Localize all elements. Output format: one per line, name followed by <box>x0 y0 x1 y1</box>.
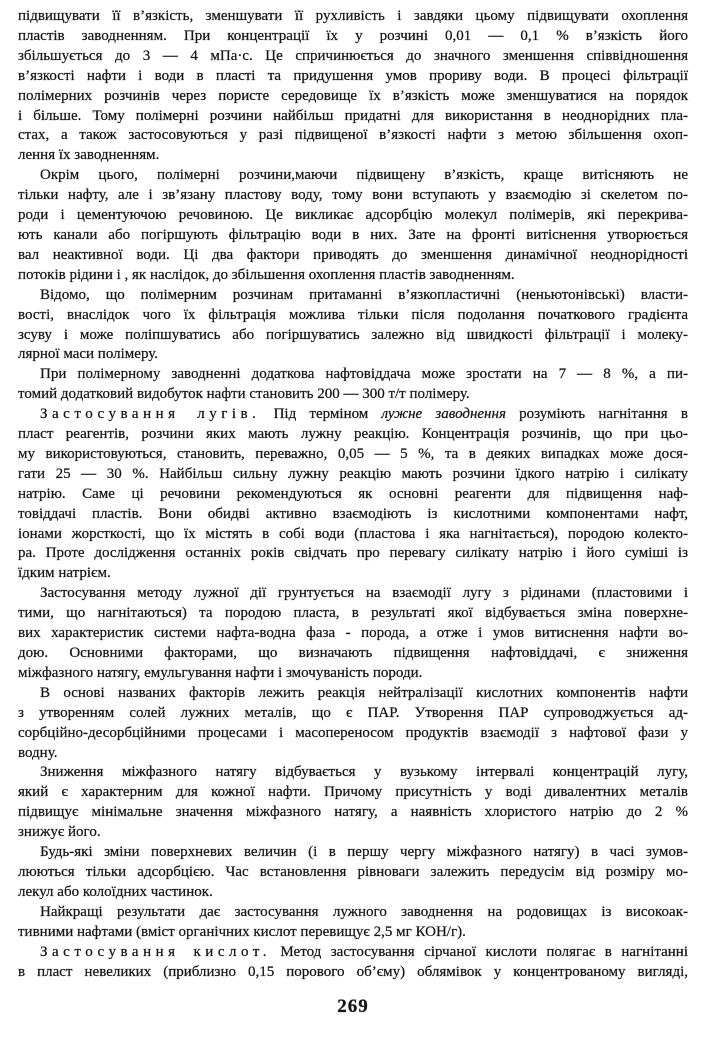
text-line: му використовуються, становить, переважно, 0,05 — 5 %, та в деяких випадках може дося- <box>18 445 688 462</box>
text-line: в’язкості нафти і води в пласті та придушення умов прориву води. В процесі фільтрації <box>18 67 688 84</box>
text-line: сорбційно-десорбційними процесами і масопереносом продуктів взаємодії з нафтової фази у <box>18 724 688 741</box>
text-line: стах, а також застосовуються у разі підвищеної в’язкості нафти з метою збільшення охоп- <box>18 127 688 144</box>
paragraph <box>18 903 688 943</box>
text-segment: Під терміном <box>260 406 382 423</box>
text-line: пласт реагентів, розчини яких мають лужну реакцію. Концентрація розчинів, що при цьо- <box>18 426 688 443</box>
text-line: ють канали або погіршують фільтрацію води в них. Зате на фронті витіснення утворюється <box>18 226 688 243</box>
text-line: в пласт невеликих (приблизно 0,15 порового об’єму) облямівок у концентрованому вигляді, <box>18 963 688 980</box>
text-line: При полімерному заводненні додаткова нафтовіддача може зростати на 7 — 8 %, а пи- <box>40 366 688 383</box>
text-line: тивними нафтами (вміст органічних кислот перевищує 2,5 мг КОН/г). <box>18 923 466 940</box>
text-line: потоків рідини і , як наслідок, до збільшення охоплення пластів заводненням. <box>18 266 515 283</box>
text-line: який є характерним для кожної нафти. Причому присутність у воді дивалентних металів <box>18 784 688 801</box>
text-line: лярної маси полімеру. <box>18 346 158 363</box>
text-line: Окрім цього, полімерні розчини,маючи підвищену в’язкість, краще витісняють не <box>40 167 688 184</box>
text-segment: Метод застосування сірчаної кислоти полягає в нагнітанні <box>270 943 688 960</box>
text-line: Зниження міжфазного натягу відбувається у вузькому інтервалі концентрацій лугу, <box>40 764 688 781</box>
text-line: гати 25 — 30 %. Найбільш сильну лужну реакцію мають розчини їдкого натрію і силікату <box>18 465 688 482</box>
text-line: Найкращі результати дає застосування лужного заводнення на родовищах із високоак- <box>40 903 688 920</box>
paragraph <box>18 843 688 903</box>
text-line: лення їх заводненням. <box>18 147 160 164</box>
text-line <box>18 405 688 425</box>
text-line: лекул або колоїдних частинок. <box>18 883 213 900</box>
text-line: В основі названих факторів лежить реакція нейтралізації кислотних компонентів нафти <box>40 684 688 701</box>
text-line: тими, що нагнітаються) та породою пласта, в результаті якої відбувається зміна поверхне- <box>18 605 688 622</box>
text-line: вості, внаслідок чого їх фільтрація можлива тільки після подолання початкового градієнта <box>18 306 688 323</box>
text-line: іонами жорсткості, що їх містять в собі води (пластова і яка нагнітається), породою колекто- <box>18 525 688 542</box>
paragraph <box>18 763 688 843</box>
text-line: ра. Проте дослідження останніх років свідчать про перевагу силікату натрію і його суміші із <box>18 545 688 562</box>
text-line: знижує його. <box>18 824 101 841</box>
paragraph <box>18 684 688 764</box>
text-line: товіддачі пластів. Вони обидві активно взаємодіють із кислотними компонентами нафт, <box>18 505 688 522</box>
text-line: пластів заводненням. При концентрації їх у розчині 0,01 — 0,1 % в’язкість його <box>18 27 688 44</box>
text-segment: розуміють нагнітання в <box>505 406 688 423</box>
page-number: 269 <box>337 996 369 1018</box>
spaced-heading: Застосування кислот. <box>40 943 271 960</box>
paragraph <box>18 405 688 584</box>
paragraph <box>18 943 688 983</box>
text-line: підвищує мінімальне значення міжфазного натягу, а наявність хлористого натрію до 2 % <box>18 804 688 821</box>
text-line: люються тільки адсорбцією. Час встановлення рівноваги залежить передусім від розміру мо- <box>18 863 688 880</box>
paragraph <box>18 365 688 405</box>
text-line: роди і цементуючою речовиною. Це викликає адсорбцію молекул полімерів, які перекрива- <box>18 207 688 224</box>
text-line: Відомо, що полімерним розчинам притаманні в’язкопластичні (неньютонівські) власти- <box>40 286 688 303</box>
paragraph <box>18 286 688 366</box>
text-line: з утворенням солей лужних металів, що є ПАР. Утворення ПАР супроводжується ад- <box>18 704 688 721</box>
spaced-heading: Застосування лугів. <box>40 406 261 423</box>
text-line: натрію. Саме ці речовини рекомендуються як основні реагенти для підвищення наф- <box>18 485 688 502</box>
text-line: дою. Основними факторами, що визначають підвищення нафтовіддачі, є зниження <box>18 645 688 661</box>
page-text <box>18 7 688 982</box>
text-line: тільки нафту, але і зв’язану пластову воду, тому вони вступають у взаємодію зі скелетом по- <box>18 187 688 204</box>
text-line <box>18 943 688 963</box>
text-line: полімерних розчинів через пористе середовище їх в’язкість може зменшуватися на порядок <box>18 87 688 104</box>
text-line: міжфазного натягу, емульгування нафти і змочуваність породи. <box>18 664 423 681</box>
text-line: вал неактивної води. Ці два фактори приводять до зменшення динамічної неоднорідності <box>18 246 688 263</box>
italic-term: лужне заводнення <box>381 406 506 423</box>
paragraph <box>18 7 688 166</box>
text-line: збільшується до 3 — 4 мПа·с. Це спричинюється до значного зменшення співвідношення <box>18 47 688 64</box>
text-line: їдким натрієм. <box>18 565 111 582</box>
text-line: зсуву і може поліпшуватись або погіршуватись залежно від швидкості фільтрації і молеку- <box>18 326 688 343</box>
text-line: Застосування методу лужної дії грунтується на взаємодії лугу з рідинами (пластовими і <box>40 585 688 602</box>
text-line: і більше. Тому полімерні розчини найбільш придатні для використання в неоднорідних пла- <box>18 107 688 124</box>
paragraph <box>18 166 688 285</box>
text-line: томий додатковий видобуток нафти становить 200 — 300 т/т полімеру. <box>18 386 470 403</box>
text-line: підвищувати її в’язкість, зменшувати її рухливість і завдяки цьому підвищувати охоплення <box>18 8 688 24</box>
text-line: Будь-які зміни поверхневих величин (і в першу чергу міжфазного натягу) в часі зумов- <box>40 844 688 861</box>
paragraph <box>18 584 688 684</box>
text-line: водну. <box>18 744 58 761</box>
text-line: вих характеристик системи нафта-водна фаза - порода, а отже і умов витиснення нафти во- <box>18 625 688 642</box>
